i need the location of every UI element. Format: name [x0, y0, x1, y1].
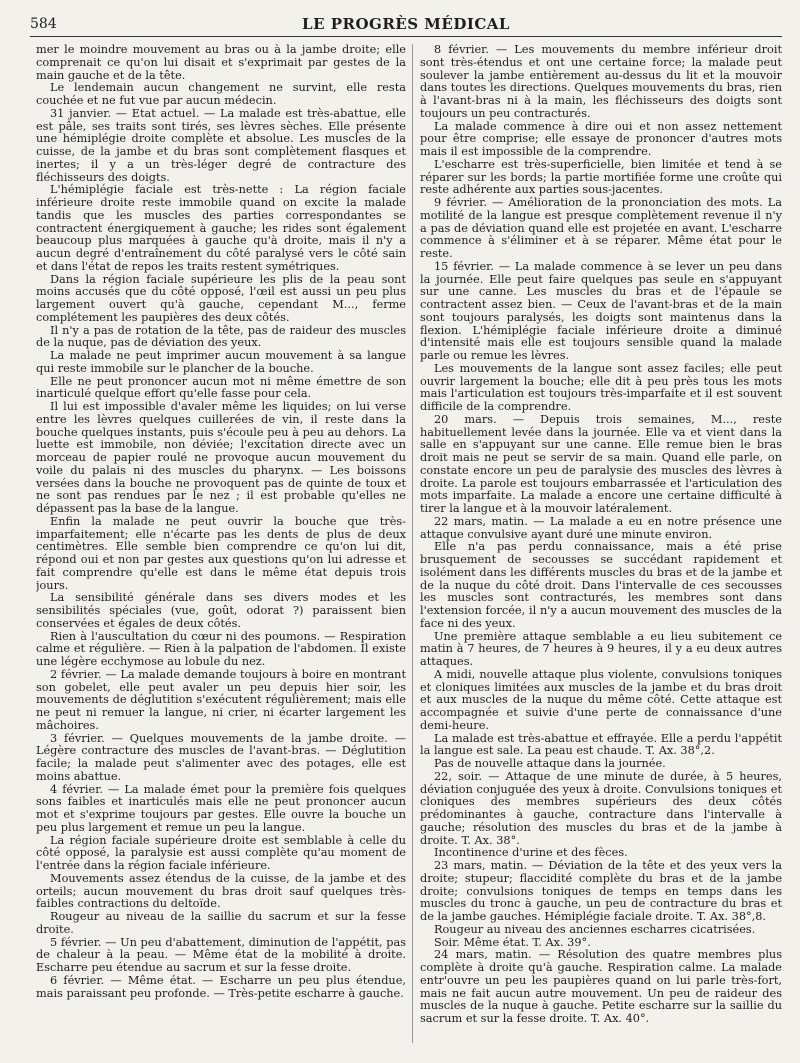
paragraph: 24 mars, matin. — Résolution des quatre membres plus complète à droite qu'à gauche. Respiration calme. La malade entr'ouvre un peu les paupières quand on lui parle très-fort, mais ne fait aucun autre mouvement. Un peu de raideur des muscles de la nuque à gauche. Petite escharre sur la saillie du sacrum et sur la fesse droite. T. Ax. 40°.	[420, 948, 782, 1025]
paragraph: Rougeur au niveau des anciennes escharres cicatrisées.	[434, 922, 756, 936]
paragraph: Il n'y a pas de rotation de la tête, pas de raideur des muscles de la nuque, pas de déviation des yeux.	[36, 323, 406, 350]
paragraph: A midi, nouvelle attaque plus violente, convulsions toniques et cloniques limitées aux muscles de la jambe et du bras droit et aux muscles de la nuque du même côté. Cette attaque est accompagnée et suivie d'une perte de connaissance d'une demi-heure.	[420, 667, 782, 732]
paragraph: 2 février. — La malade demande toujours à boire en montrant son gobelet, elle peut avaler un peu depuis hier soir, les mouvements de déglutition s'exécutent régulièrement; mais elle ne peut ni remuer la langue, ni crier, ni écarter largement les mâchoires.	[36, 667, 406, 732]
paragraph: 8 février. — Les mouvements du membre inférieur droit sont très-étendus et ont une certaine force; la malade peut soulever la jambe entièrement au-dessus du lit et la mouvoir dans toutes les directions. Quelques mouvements du bras, rien à l'avant-bras ni à la main, les fléchisseurs des doigts sont toujours un peu contracturés.	[420, 44, 782, 120]
paragraph: Il lui est impossible d'avaler même les liquides; on lui verse entre les lèvres quelques cuillerées de vin, il reste dans la bouche quelques instants, puis s'écoule peu à peu au dehors. La luette est immobile, non déviée; l'excitation directe avec un morceau de papier roulé ne provoque aucun mouvement du voile du palais ni des muscles du pharynx. — Les boissons versées dans la bouche ne provoquent pas de quinte de toux et ne sont pas rendues par le nez ; il est probable qu'elles ne dépassent pas la base de la langue.	[36, 400, 406, 515]
page-number: 584	[30, 16, 57, 32]
paragraph: 5 février. — Un peu d'abattement, diminution de l'appétit, pas de chaleur à la peau. — Même état de la mobilité à droite. Escharre peu étendue au sacrum et sur la fesse droite.	[36, 935, 406, 974]
paragraph: La malade ne peut imprimer aucun mouvement à sa langue qui reste immobile sur le plancher de la bouche.	[36, 349, 406, 375]
paragraph: La sensibilité générale dans ses divers modes et les sensibilités spéciales (vue, goût, odorat ?) paraissent bien conservées et égales de deux côtés.	[36, 591, 406, 630]
paragraph: La malade est très-abattue et effrayée. Elle a perdu l'appétit la langue est sale. La peau est chaude. T. Ax. 38°,2.	[420, 731, 782, 758]
paragraph: Rougeur au niveau de la saillie du sacrum et sur la fesse droite.	[36, 910, 406, 936]
paragraph: Une première attaque semblable a eu lieu subitement ce matin à 7 heures, de 7 heures à 9 heures, il y a eu deux autres attaques.	[420, 629, 782, 668]
paragraph: L'hémiplégie faciale est très-nette : La région faciale inférieure droite reste immobile quand on excite la malade tandis que les muscles des parties correspondantes se contractent énergiquement à gauche; les rides sont également beaucoup plus marquées à gauche qu'à droite, mais il n'y a aucun degré d'entraînement du côté paralysé vers le côté sain et dans l'état de repos les traits restent symétriques.	[36, 183, 406, 273]
paragraph: Soir. Même état. T. Ax. 39°.	[434, 935, 591, 949]
paragraph: 22, soir. — Attaque de une minute de durée, à 5 heures, déviation conjuguée des yeux à droite. Convulsions toniques et cloniques des membres supérieurs des deux côtés prédominantes à gauche, contracture dans l'intervalle à gauche; résolution des muscles du bras et de la jambe à droite. T. Ax. 38°.	[420, 769, 782, 847]
paragraph: mer le moindre mouvement au bras ou à la jambe droite; elle comprenait ce qu'on lui disait et s'exprimait par gestes de la main gauche et de la tête.	[36, 44, 406, 82]
column-divider	[412, 44, 413, 1043]
paragraph: 31 janvier. — Etat actuel. — La malade est très-abattue, elle est pâle, ses traits sont tirés, ses lèvres sèches. Elle présente une hémiplégie droite complète et absolue. Les muscles de la cuisse, de la jambe et du bras sont complètement flasques et inertes; il y a un très-léger degré de contracture des fléchisseurs des doigts.	[36, 106, 406, 184]
paragraph: L'escharre est très-superficielle, bien limitée et tend à se réparer sur les bords; la partie mortifiée forme une croûte qui reste adhérente aux parties sous-jacentes.	[420, 157, 782, 197]
paragraph: 9 février. — Amélioration de la prononciation des mots. La motilité de la langue est presque complètement revenue il n'y a pas de déviation quand elle est projetée en avant. L'escharre commence à s'éliminer et à se réparer. Même état pour le reste.	[420, 196, 782, 260]
paragraph: Elle ne peut prononcer aucun mot ni même émettre de son inarticulé quelque effort qu'elle fasse pour cela.	[36, 374, 406, 401]
paragraph: La région faciale supérieure droite est semblable à celle du côté opposé, la paralysie est aussi complète qu'au moment de l'entrée dans la région faciale inférieure.	[36, 833, 406, 872]
left-column	[36, 44, 406, 1043]
paragraph: Les mouvements de la langue sont assez faciles; elle peut ouvrir largement la bouche; elle dit à peu près tous les mots mais l'articulation est toujours très-imparfaite et il est souvent difficile de la comprendre.	[420, 361, 782, 413]
paragraph: Le lendemain aucun changement ne survint, elle resta couchée et ne fut vue par aucun médecin.	[36, 81, 406, 107]
paragraph: 4 février. — La malade émet pour la première fois quelques sons faibles et inarticulés mais elle ne peut prononcer aucun mot et s'exprime toujours par gestes. Elle ouvre la bouche un peu plus largement et remue un peu la langue.	[36, 782, 406, 834]
paragraph: 15 février. — La malade commence à se lever un peu dans la journée. Elle peut faire quelques pas seule en s'appuyant sur une canne. Les muscles du bras et de l'épaule se contractent assez bien. — Ceux de l'avant-bras et de la main sont toujours paralysés, les doigts sont maintenus dans la flexion. L'hémiplégie faciale inférieure droite a diminué d'intensité mais elle est toujours sensible quand la malade parle ou remue les lèvres.	[420, 259, 782, 362]
paragraph: Rien à l'auscultation du cœur ni des poumons. — Respiration calme et régulière. — Rien à la palpation de l'abdomen. Il existe une légère ecchymose au lobule du nez.	[36, 629, 406, 668]
page-header	[30, 14, 782, 37]
right-column	[420, 44, 782, 1043]
paragraph: Pas de nouvelle attaque dans la journée.	[434, 757, 666, 770]
paragraph: 20 mars. — Depuis trois semaines, M..., reste habituellement levée dans la journée. Elle va et vient dans la salle en s'appuyant sur une canne. Elle remue bien le bras droit mais ne peut se servir de sa main. Quand elle parle, on constate encore un peu de paralysie des muscles des lèvres à droite. La parole est toujours embarrassée et l'articulation des mots imparfaite. La malade a encore une certaine difficulté à tirer la langue et à la mouvoir latéralement.	[420, 412, 782, 515]
paragraph: 3 février. — Quelques mouvements de la jambe droite. — Légère contracture des muscles de l'avant-bras. — Déglutition facile; la malade peut s'alimenter avec des potages, elle est moins abattue.	[36, 731, 406, 783]
paragraph: 6 février. — Même état. — Escharre un peu plus étendue, mais paraissant peu profonde. — Très-petite escharre à gauche.	[36, 973, 406, 1000]
paragraph: 23 mars, matin. — Déviation de la tête et des yeux vers la droite; stupeur; flaccidité complète du bras et de la jambe droite; convulsions toniques de temps en temps dans les muscles du tronc à gauche, un peu de contracture du bras et de la jambe gauches. Hémiplégie faciale droite. T. Ax. 38°,8.	[420, 859, 782, 923]
paragraph: Enfin la malade ne peut ouvrir la bouche que très-imparfaitement; elle n'écarte pas les dents de plus de deux centimètres. Elle semble bien comprendre ce qu'on lui dit, répond oui et non par gestes aux questions qu'on lui adresse et fait comprendre qu'elle est dans le même état depuis trois jours.	[36, 514, 406, 592]
running-title: LE PROGRÈS MÉDICAL	[302, 15, 510, 33]
paragraph: Mouvements assez étendus de la cuisse, de la jambe et des orteils; aucun mouvement du bras droit sauf quelques très-faibles contractions du deltoïde.	[36, 871, 406, 911]
paragraph: Elle n'a pas perdu connaissance, mais a été prise brusquement de secousses se succédant rapidement et isolément dans les différents muscles du bras et de la jambe et de la nuque du côté droit. Dans l'intervalle de ces secousses les muscles sont contracturés, les membres sont dans l'extension forcée, il n'y a aucun mouvement des muscles de la face ni des yeux.	[420, 540, 782, 630]
paragraph: Incontinence d'urine et des fèces.	[434, 846, 628, 860]
paragraph: Dans la région faciale supérieure les plis de la peau sont moins accusés que du côté opposé, l'œil est aussi un peu plus largement ouvert qu'à gauche, cependant M..., ferme complétement les paupières des deux côtés.	[36, 272, 406, 324]
paragraph: La malade commence à dire oui et non assez nettement pour être comprise; elle essaye de prononcer d'autres mots mais il est impossible de la comprendre.	[420, 119, 782, 158]
paragraph: 22 mars, matin. — La malade a eu en notre présence une attaque convulsive ayant duré une minute environ.	[420, 514, 782, 541]
